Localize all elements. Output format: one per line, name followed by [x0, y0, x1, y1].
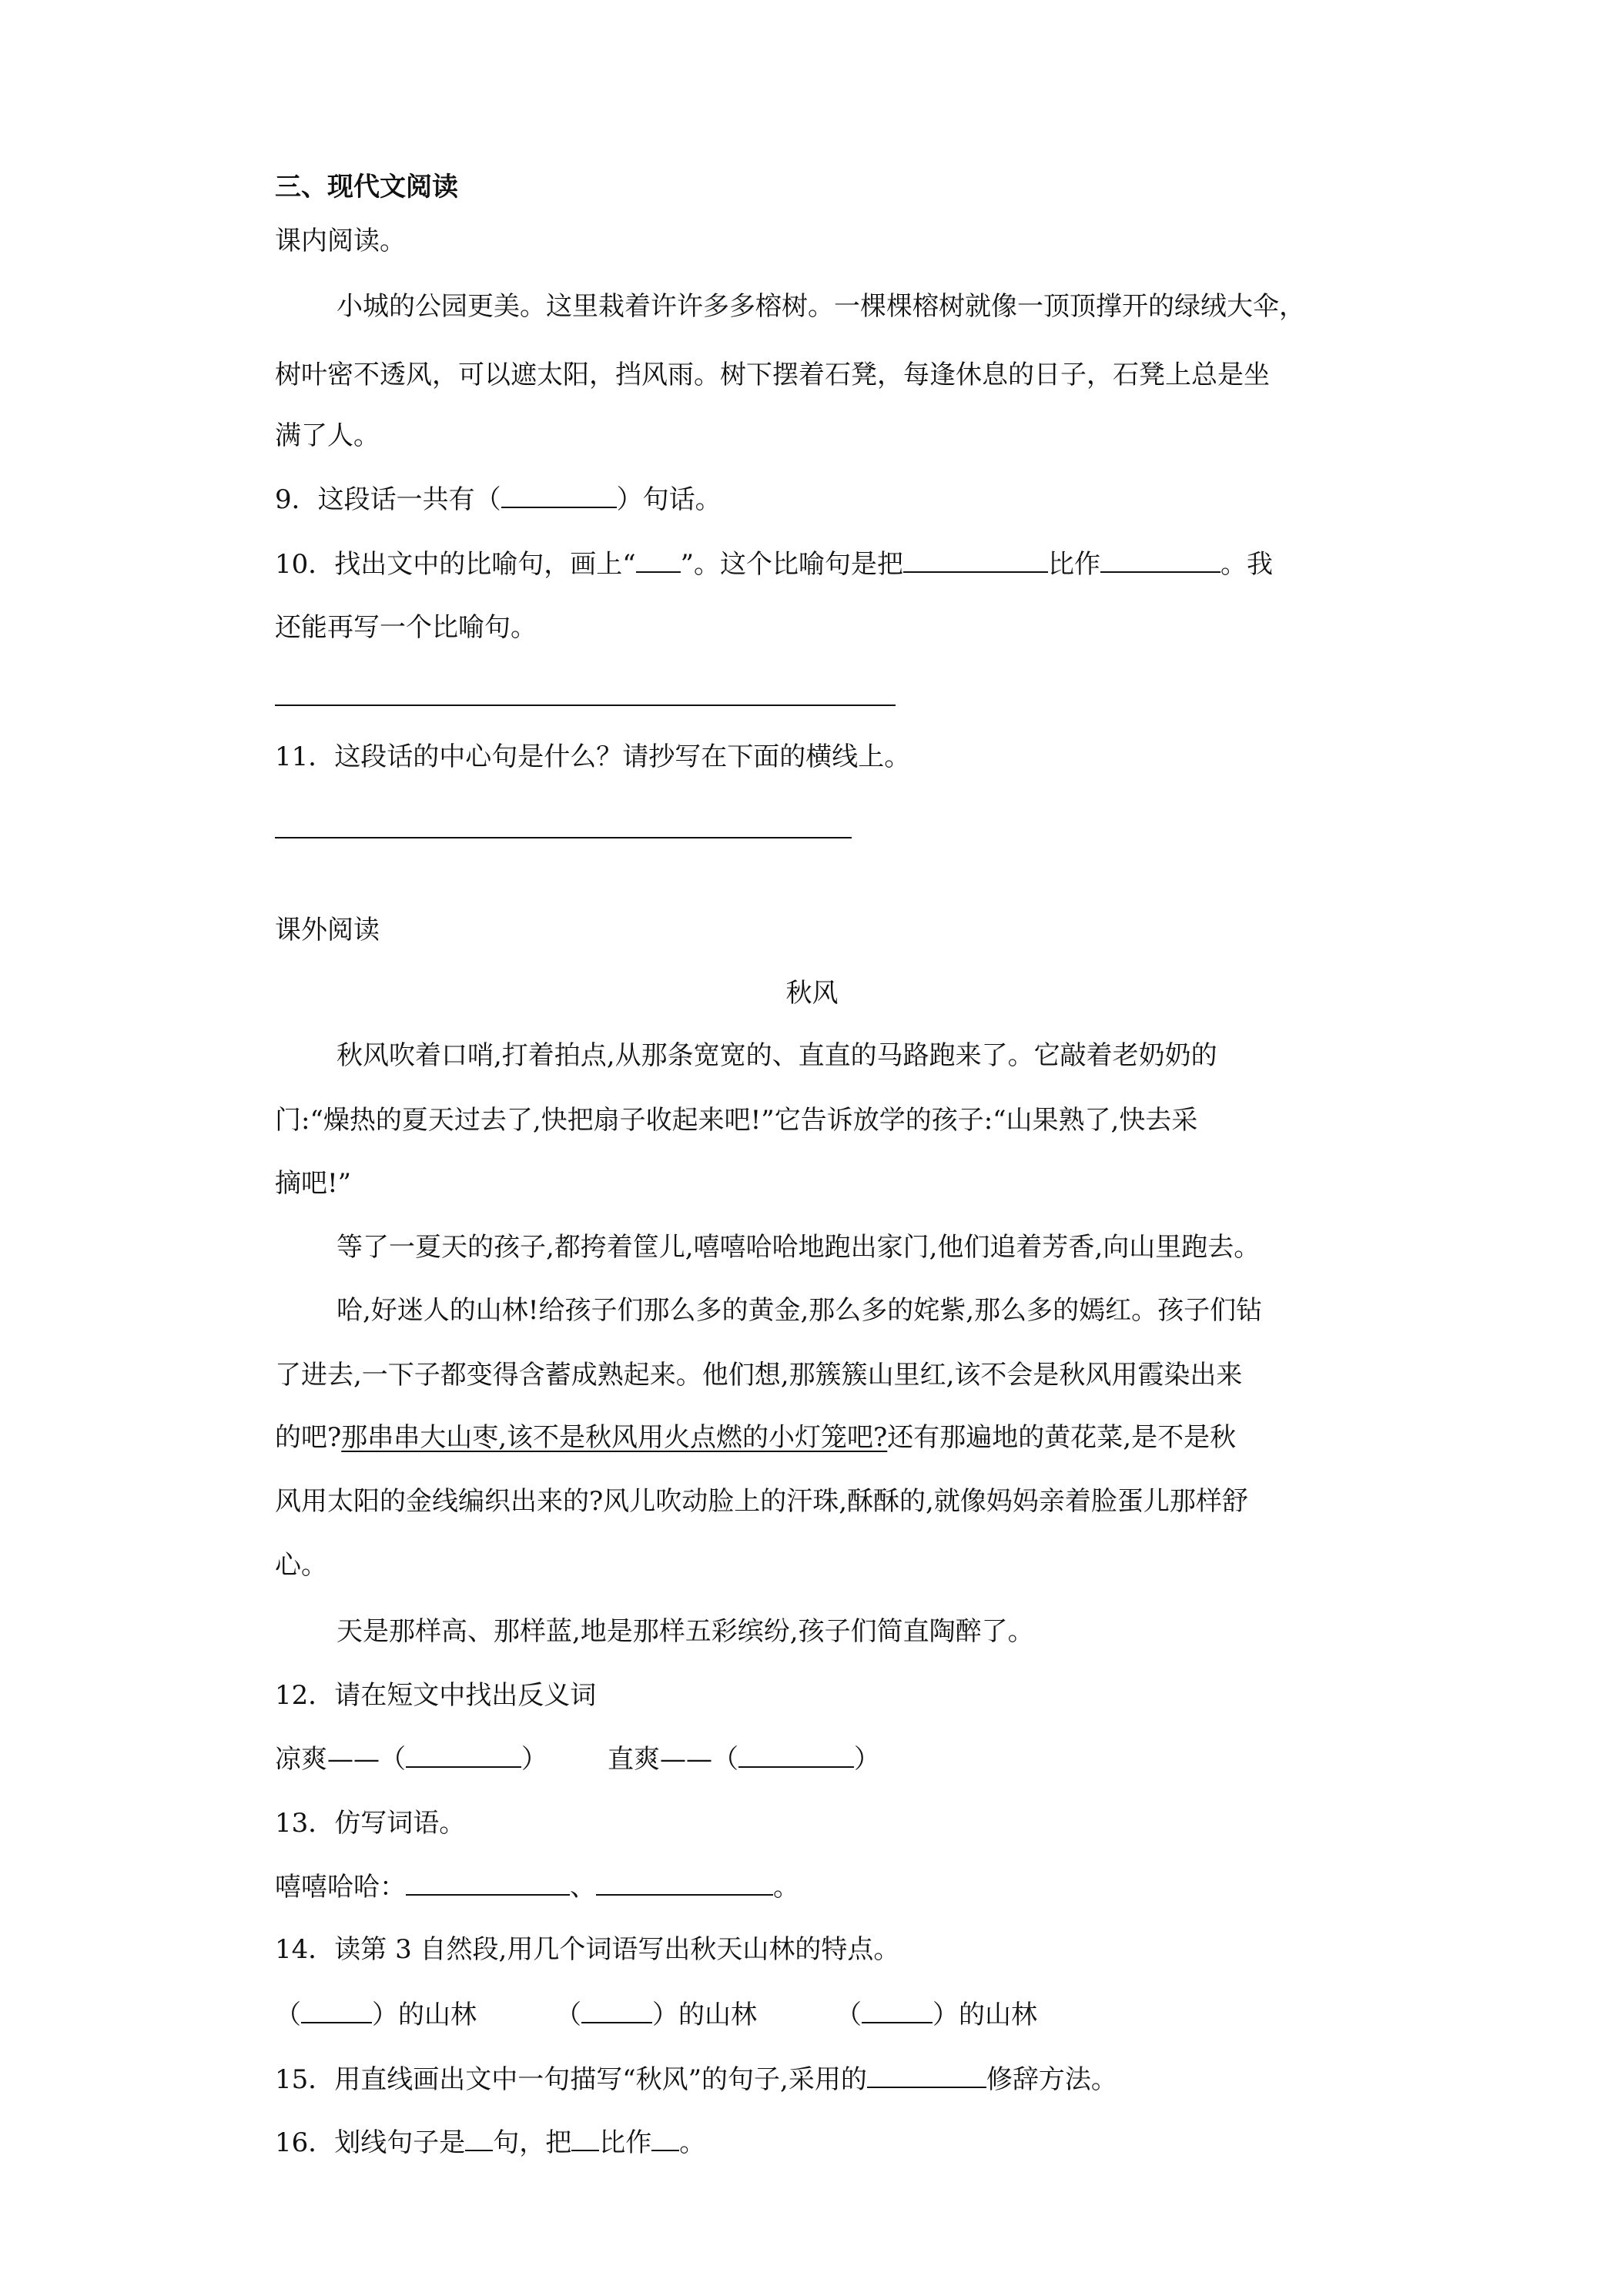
passage-line: 风用太阳的金线编织出来的?风儿吹动脸上的汗珠,酥酥的,就像妈妈亲着脸蛋儿那样舒	[275, 1486, 1248, 1517]
question-15	[275, 2063, 1117, 2095]
forest-trait-blank-3[interactable]	[862, 1999, 933, 2023]
passage-title: 秋风	[785, 978, 839, 1009]
question-14: 14．读第 3 自然段,用几个词语写出秋天山林的特点。	[275, 1934, 900, 1965]
question-10-mark-blank[interactable]	[636, 548, 681, 573]
passage-text: 还有那遍地的黄花菜,是不是秋	[887, 1422, 1237, 1453]
question-9	[275, 484, 722, 515]
passage-line	[275, 1422, 1236, 1453]
question-16-part1: 16．划线句子是	[275, 2127, 466, 2158]
vehicle-blank[interactable]	[651, 2127, 679, 2151]
tenor-blank[interactable]	[571, 2127, 599, 2151]
passage-line: 了进去,一下子都变得含蓄成熟起来。他们想,那簇簇山里红,该不会是秋风用霞染出来	[275, 1360, 1243, 1391]
antonym-a-blank[interactable]	[406, 1743, 521, 1768]
inclass-paragraph-line: 小城的公园更美。这里栽着许许多多榕树。一棵棵榕树就像一顶顶撑开的绿绒大伞，	[337, 291, 1305, 322]
question-16-part2: 句，把	[493, 2127, 572, 2158]
question-11: 11．这段话的中心句是什么？请抄写在下面的横线上。	[275, 741, 911, 772]
question-10-blank-a[interactable]	[903, 548, 1048, 573]
imitation-blank-1[interactable]	[406, 1871, 570, 1896]
passage-text: 的吧?	[275, 1422, 342, 1453]
inclass-paragraph-line: 树叶密不透风，可以遮太阳，挡风雨。树下摆着石凳，每逢休息的日子，石凳上总是坐	[275, 360, 1270, 390]
forest-trait-open: （	[555, 2000, 581, 2030]
question-12-answers	[275, 1743, 880, 1775]
question-9-suffix: ）句话。	[616, 484, 722, 515]
question-13: 13．仿写词语。	[275, 1808, 466, 1839]
question-12: 12．请在短文中找出反义词	[275, 1680, 597, 1711]
outclass-label: 课外阅读	[275, 915, 380, 946]
question-10-answer-line[interactable]	[275, 705, 896, 706]
imitation-prefix: 嘻嘻哈哈：	[275, 1872, 406, 1903]
passage-line: 天是那样高、那样蓝,地是那样五彩缤纷,孩子们简直陶醉了。	[337, 1616, 1034, 1647]
passage-line: 心。	[275, 1550, 327, 1581]
forest-trait-open: （	[275, 2000, 301, 2030]
question-9-prefix: 9．这段话一共有（	[275, 484, 501, 515]
inclass-label: 课内阅读。	[275, 226, 406, 256]
passage-line: 门:“燥热的夏天过去了,快把扇子收起来吧!”它告诉放学的孩子:“山果熟了,快去采	[275, 1105, 1198, 1136]
antonym-b-prefix: 直爽——（	[608, 1744, 738, 1775]
question-10-part4: 。我	[1221, 549, 1274, 580]
forest-trait-open: （	[835, 2000, 862, 2030]
antonym-b-blank[interactable]	[738, 1743, 854, 1768]
question-13-answers	[275, 1871, 799, 1903]
antonym-b-suffix: ）	[854, 1744, 880, 1775]
question-16	[275, 2127, 705, 2158]
imitation-end: 。	[773, 1872, 799, 1903]
question-14-answers	[275, 1999, 1037, 2030]
question-10-blank-b[interactable]	[1100, 548, 1221, 573]
forest-trait-blank-1[interactable]	[301, 1999, 372, 2023]
inclass-paragraph-line: 满了人。	[275, 420, 380, 451]
forest-trait-close: ）的山林	[933, 2000, 1037, 2030]
antonym-a-prefix: 凉爽——（	[275, 1744, 406, 1775]
forest-trait-close: ）的山林	[372, 2000, 477, 2030]
question-16-part4: 。	[679, 2127, 706, 2158]
passage-line: 哈,好迷人的山林!给孩子们那么多的黄金,那么多的姹紫,那么多的嫣红。孩子们钻	[337, 1295, 1263, 1326]
rhetoric-blank[interactable]	[867, 2063, 986, 2088]
question-11-answer-line[interactable]	[275, 837, 852, 838]
question-9-blank[interactable]	[501, 484, 617, 508]
underlined-sentence: 那串串大山枣,该不是秋风用火点燃的小灯笼吧?	[341, 1422, 888, 1453]
forest-trait-close: ）的山林	[652, 2000, 757, 2030]
forest-trait-blank-2[interactable]	[581, 1999, 652, 2023]
imitation-blank-2[interactable]	[596, 1871, 773, 1896]
passage-line: 摘吧!”	[275, 1168, 352, 1199]
antonym-a-suffix: ）	[521, 1744, 547, 1775]
question-16-part3: 比作	[599, 2127, 652, 2158]
question-15-prefix: 15．用直线画出文中一句描写“秋风”的句子,采用的	[275, 2064, 867, 2095]
question-10-part2: ”。这个比喻句是把	[680, 549, 904, 580]
sentence-type-blank[interactable]	[465, 2127, 493, 2151]
passage-line: 等了一夏天的孩子,都挎着筐儿,嘻嘻哈哈地跑出家门,他们追着芳香,向山里跑去。	[337, 1232, 1261, 1263]
section-title: 三、现代文阅读	[275, 172, 458, 202]
question-10-part1: 10．找出文中的比喻句，画上“	[275, 549, 636, 580]
passage-line: 秋风吹着口哨,打着拍点,从那条宽宽的、直直的马路跑来了。它敲着老奶奶的	[337, 1040, 1217, 1071]
question-15-suffix: 修辞方法。	[986, 2064, 1117, 2095]
question-10-line2: 还能再写一个比喻句。	[275, 612, 537, 643]
question-10-part3: 比作	[1048, 549, 1101, 580]
imitation-separator: 、	[570, 1872, 596, 1903]
question-10	[275, 548, 1273, 580]
